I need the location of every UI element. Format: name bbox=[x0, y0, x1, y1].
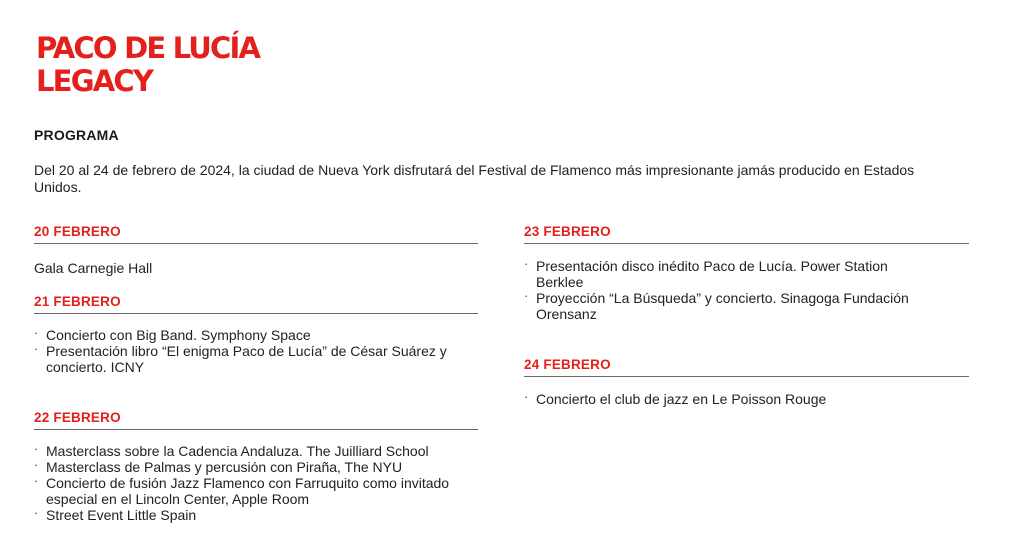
program-label: PROGRAMA bbox=[34, 127, 119, 143]
intro-paragraph: Del 20 al 24 de febrero de 2024, la ciudad de Nueva York disfrutará del Festival de Flamenco más impresionante jamás producido en Estados Unidos. bbox=[34, 162, 915, 195]
list-item: · Presentación libro “El enigma Paco de Lucía” de César Suárez y concierto. ICNY bbox=[34, 343, 478, 375]
event-list-feb-21 bbox=[34, 327, 478, 375]
day-header-feb-20: 20 FEBRERO bbox=[34, 224, 478, 244]
title-line-1: PACO DE LUCÍA bbox=[36, 31, 260, 65]
event-list-feb-23 bbox=[524, 258, 934, 322]
day-feb-24 bbox=[524, 357, 969, 407]
list-item: · Masterclass sobre la Cadencia Andaluza. The Juilliard School bbox=[34, 443, 478, 459]
day-feb-23 bbox=[524, 224, 969, 322]
day-feb-21 bbox=[34, 294, 478, 375]
day-feb-22 bbox=[34, 410, 478, 523]
list-item: · Presentación disco inédito Paco de Lucía. Power Station Berklee bbox=[524, 258, 934, 290]
page-title bbox=[36, 32, 259, 98]
list-item: · Concierto con Big Band. Symphony Space bbox=[34, 327, 478, 343]
event-feb-20: Gala Carnegie Hall bbox=[34, 260, 153, 276]
event-list-feb-22 bbox=[34, 443, 478, 523]
day-feb-20 bbox=[34, 224, 478, 276]
title-line-2: LEGACY bbox=[36, 64, 153, 98]
list-item: · Proyección “La Búsqueda” y concierto. Sinagoga Fundación Orensanz bbox=[524, 290, 934, 322]
day-header-feb-21: 21 FEBRERO bbox=[34, 294, 478, 314]
list-item: · Masterclass de Palmas y percusión con Piraña, The NYU bbox=[34, 459, 478, 475]
list-item: · Concierto el club de jazz en Le Poisson Rouge bbox=[524, 391, 969, 407]
day-header-feb-23: 23 FEBRERO bbox=[524, 224, 969, 244]
day-header-feb-24: 24 FEBRERO bbox=[524, 357, 969, 377]
day-header-feb-22: 22 FEBRERO bbox=[34, 410, 478, 430]
list-item: · Concierto de fusión Jazz Flamenco con Farruquito como invitado especial en el Lincoln Center, Apple Room bbox=[34, 475, 478, 507]
list-item: · Street Event Little Spain bbox=[34, 507, 478, 523]
event-list-feb-24 bbox=[524, 391, 969, 407]
